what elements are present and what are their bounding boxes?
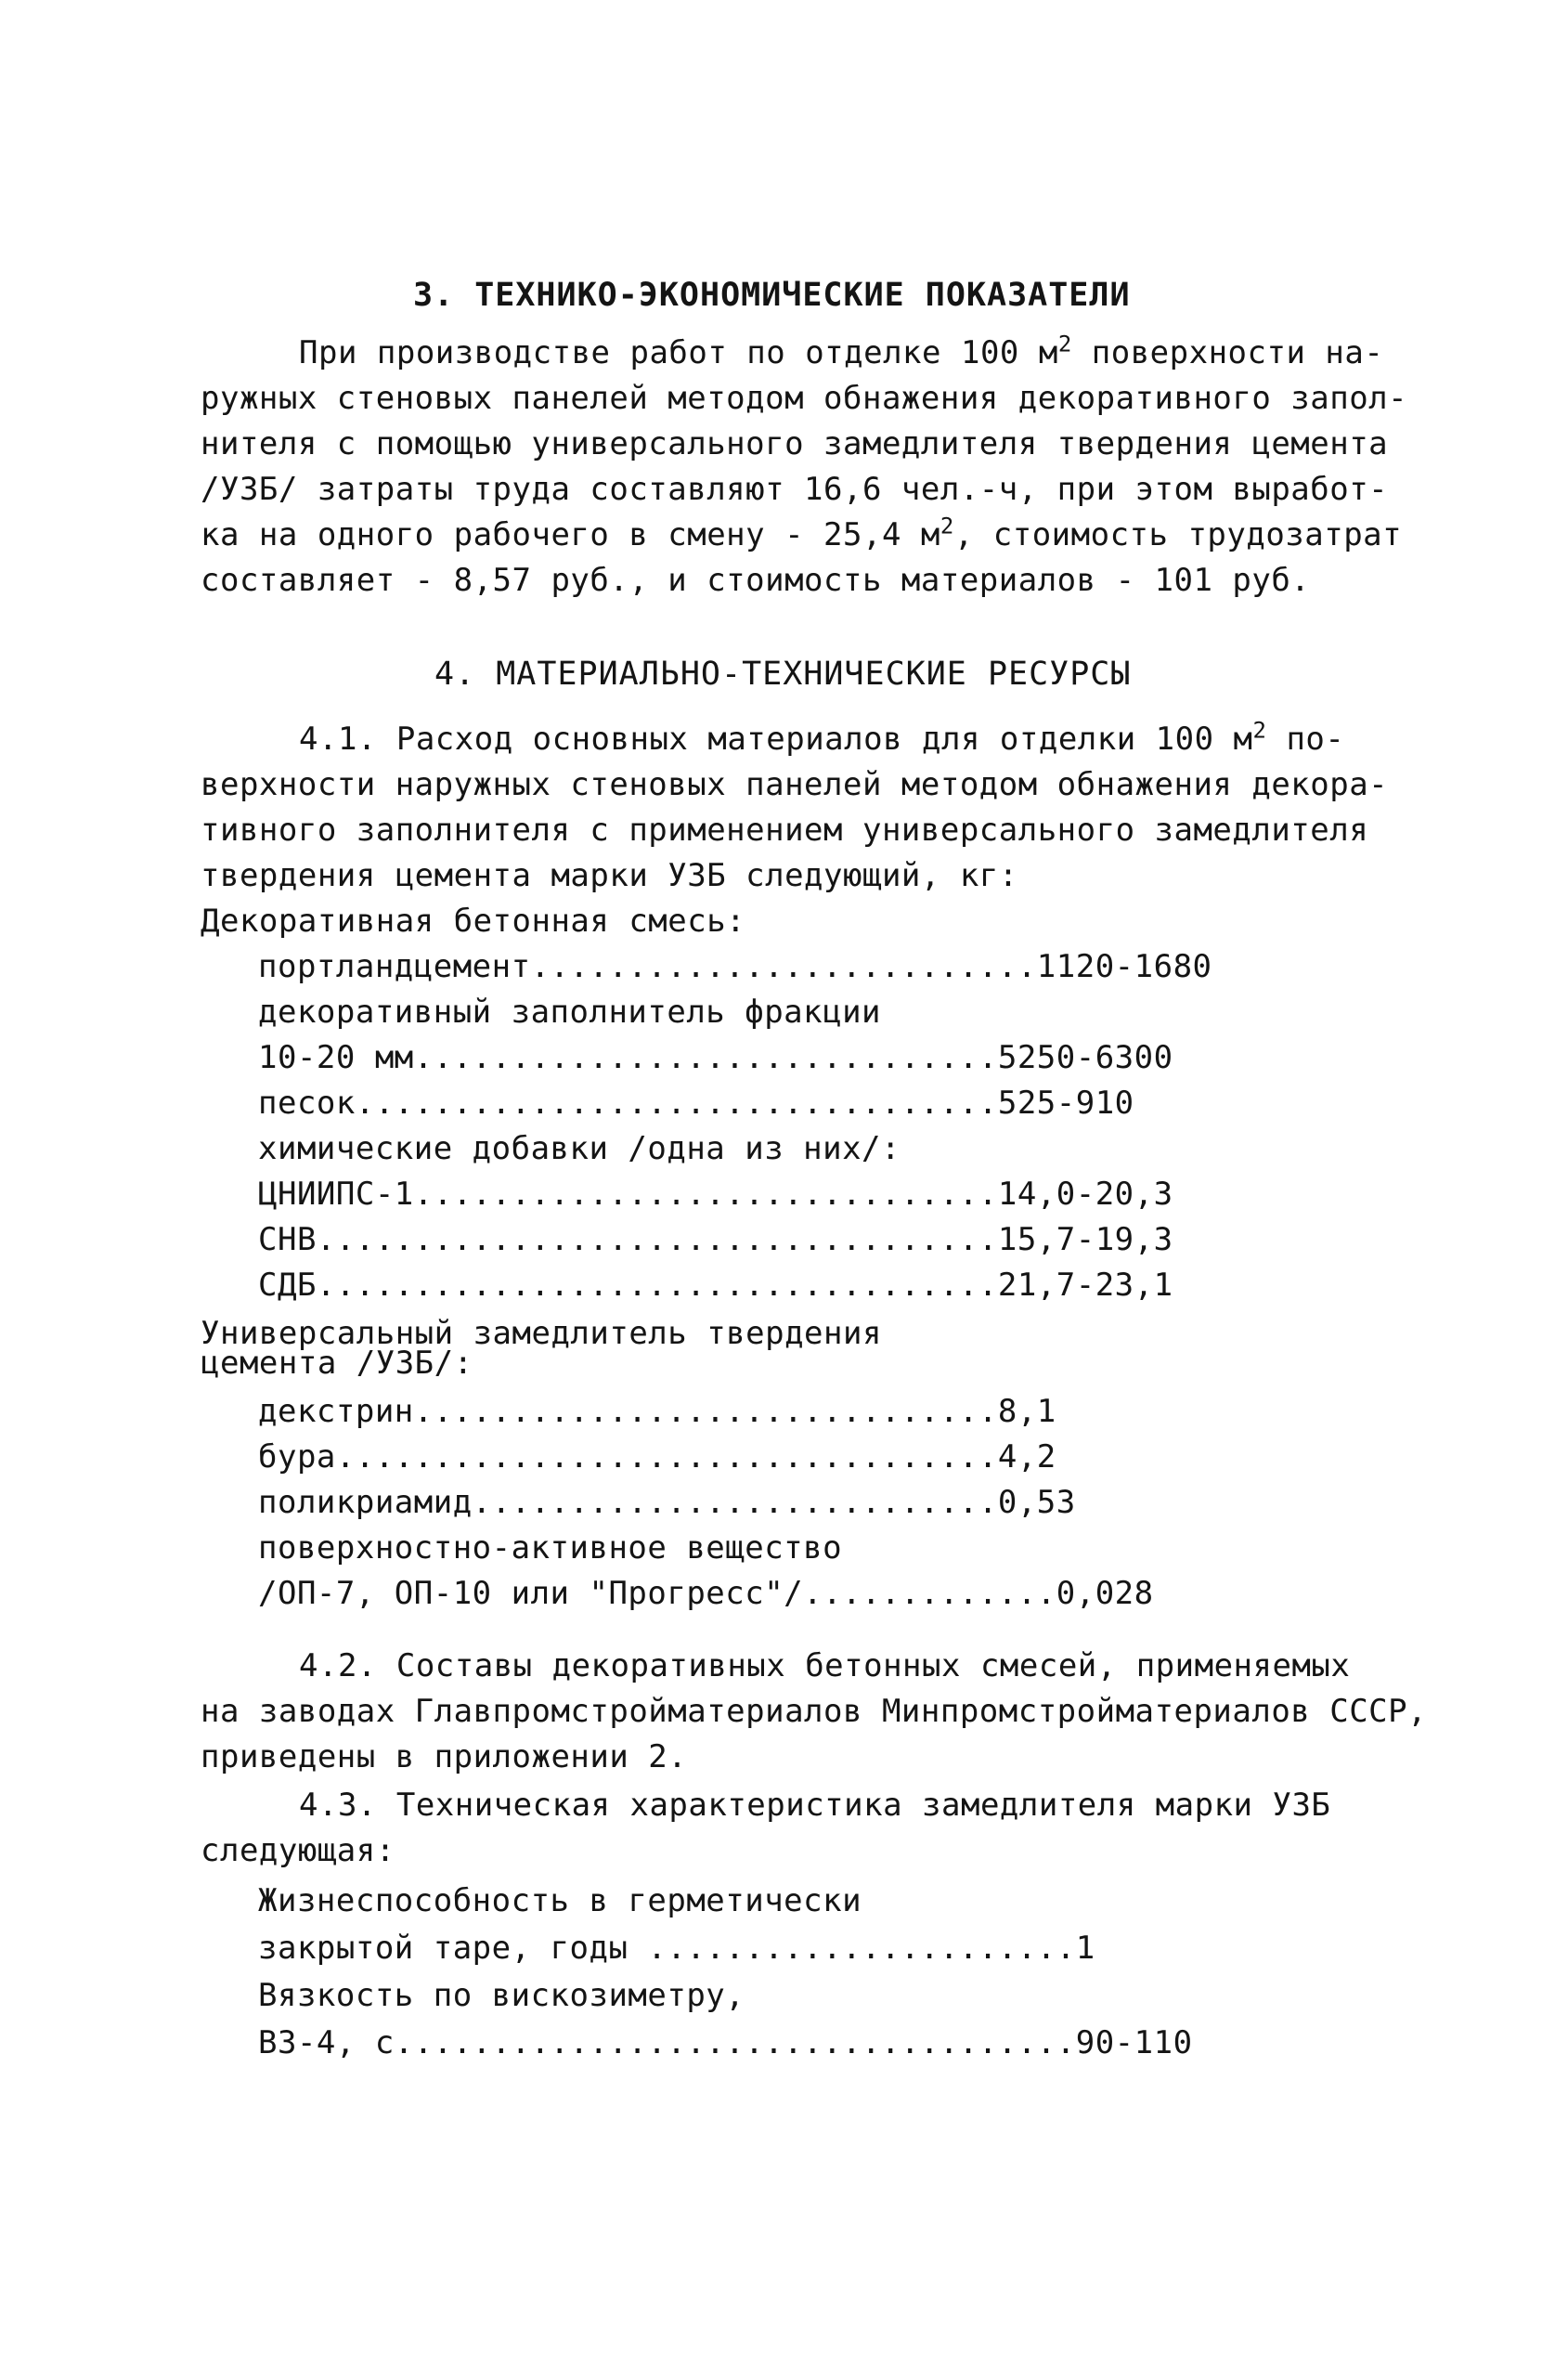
retarder-item: /ОП-7, ОП-10 или "Прогресс"/.............0,028 <box>258 1575 1154 1612</box>
p43-line-2: следующая: <box>201 1832 395 1869</box>
section-3-line-6: составляет - 8,57 руб., и стоимость материалов - 101 руб. <box>201 562 1311 599</box>
p41-line-2: верхности наружных стеновых панелей методом обнажения декора- <box>201 766 1389 803</box>
p41-line-1: 4.1. Расход основных материалов для отделки 100 $м^2$ по- <box>299 717 1345 758</box>
p43-line-1: 4.3. Техническая характеристика замедлителя марки УЗБ <box>299 1787 1331 1824</box>
section-3-line-4: /УЗБ/ затраты труда составляют 16,6 чел.-ч, при этом выработ- <box>201 471 1389 508</box>
section-3-line-3: нителя с помощью универсального замедлителя твердения цемента <box>201 425 1389 462</box>
spec-item: ВЗ-4, с...................................90-110 <box>258 2024 1193 2061</box>
mix-item: портландцемент..........................1120-1680 <box>258 948 1212 985</box>
p41-line-4: твердения цемента марки УЗБ следующий, кг: <box>201 857 1018 894</box>
spec-item: закрытой таре, годы ......................1 <box>258 1930 1095 1967</box>
section-4-heading: 4. МАТЕРИАЛЬНО-ТЕХНИЧЕСКИЕ РЕСУРСЫ <box>434 656 1132 693</box>
p42-line-2: на заводах Главпромстройматериалов Минпромстройматериалов СССР, <box>201 1693 1428 1730</box>
retarder-title-1: Универсальный замедлитель твердения <box>201 1315 882 1352</box>
section-3-heading: 3. ТЕХНИКО-ЭКОНОМИЧЕСКИЕ ПОКАЗАТЕЛИ <box>413 277 1131 314</box>
mix-item: СНВ...................................15,7-19,3 <box>258 1221 1173 1258</box>
spec-item: Вязкость по вискозиметру, <box>258 1977 745 2014</box>
mix-item: СДБ...................................21,7-23,1 <box>258 1267 1173 1304</box>
mix-item: химические добавки /одна из них/: <box>258 1130 901 1167</box>
mix-title: Декоративная бетонная смесь: <box>201 903 746 940</box>
retarder-item: декстрин..............................8,1 <box>258 1393 1056 1430</box>
retarder-item: бура..................................4,2 <box>258 1438 1056 1476</box>
section-3-line-5: ка на одного рабочего в смену - 25,4 $м^2$, стоимость трудозатрат <box>201 513 1403 553</box>
mix-item: 10-20 мм..............................5250-6300 <box>258 1039 1173 1076</box>
mix-item: ЦНИИПС-1..............................14,0-20,3 <box>258 1176 1173 1213</box>
p42-line-1: 4.2. Составы декоративных бетонных смесей, применяемых <box>299 1647 1351 1684</box>
mix-item: декоративный заполнитель фракции <box>258 994 882 1031</box>
section-3-line-1: При производстве работ по отделке 100 $м^2$ поверхности на- <box>299 331 1384 371</box>
p42-line-3: приведены в приложении 2. <box>201 1738 688 1775</box>
retarder-item: поверхностно-активное вещество <box>258 1529 843 1566</box>
spec-item: Жизнеспособность в герметически <box>258 1882 862 1919</box>
retarder-item: поликриамид...........................0,53 <box>258 1484 1076 1521</box>
retarder-title-2: цемента /УЗБ/: <box>201 1345 473 1382</box>
p41-line-3: тивного заполнителя с применением универсального замедлителя <box>201 812 1369 849</box>
mix-item: песок.................................525-910 <box>258 1085 1134 1122</box>
section-3-line-2: ружных стеновых панелей методом обнажения декоративного запол- <box>201 380 1408 417</box>
